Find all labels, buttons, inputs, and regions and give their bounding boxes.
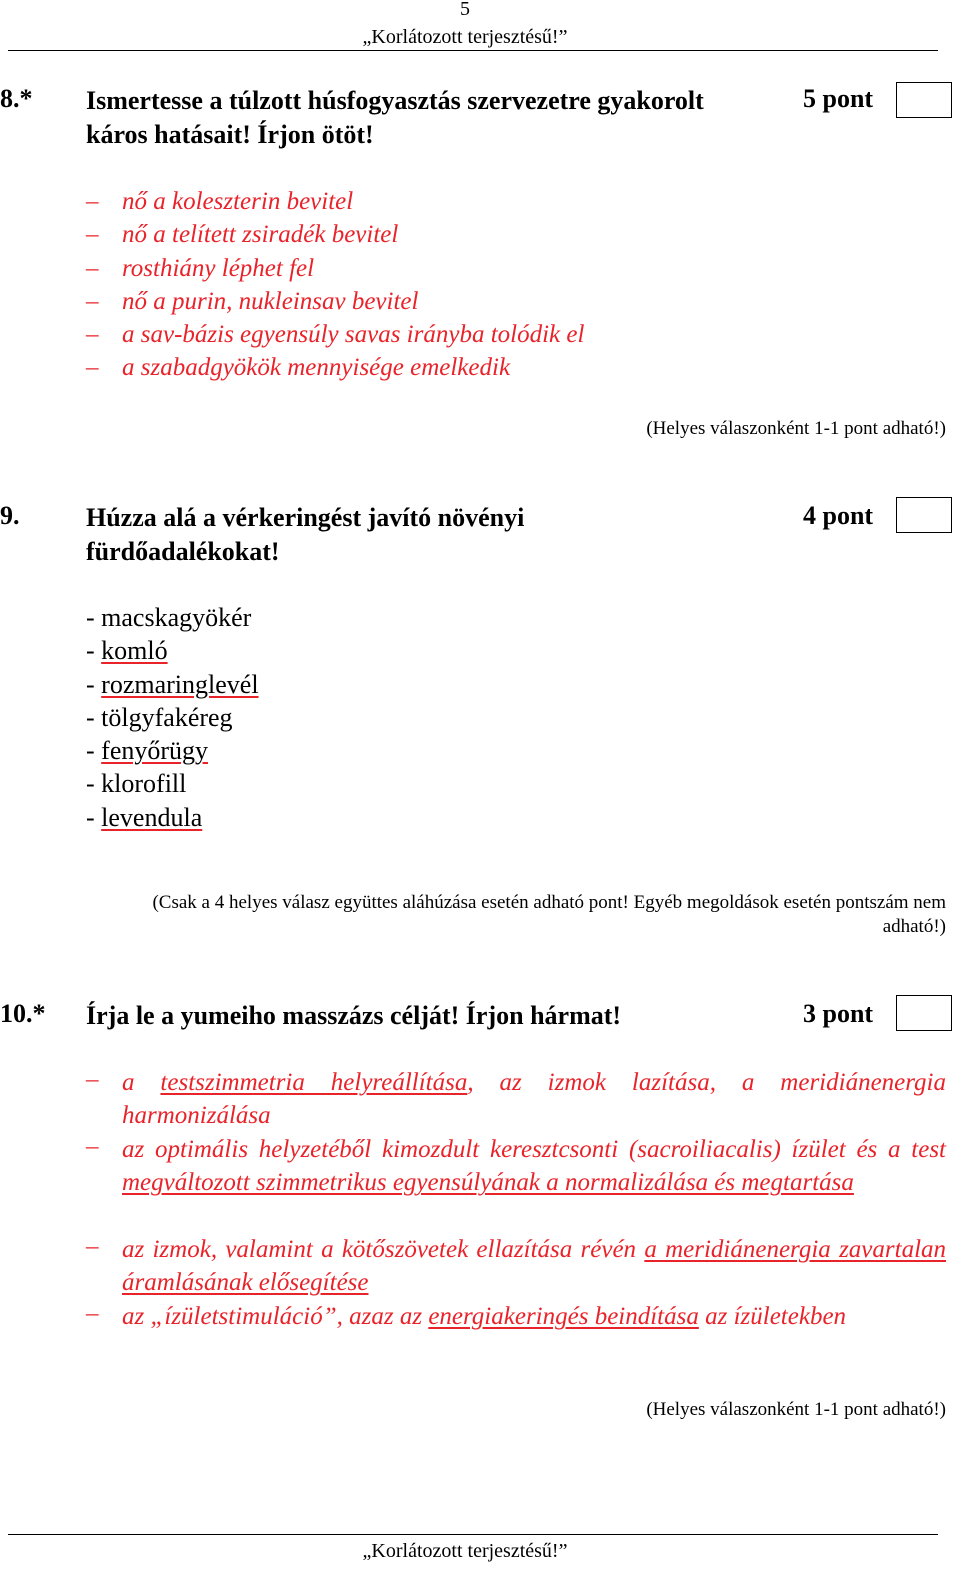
underlined-answer: rozmaringlevél	[101, 669, 259, 699]
q10-answer3-dash: –	[86, 1233, 99, 1260]
q10-number: 10.*	[0, 999, 46, 1028]
q9-scoring-note: (Csak a 4 helyes válasz együttes aláhúzása esetén adható pont! Egyéb megoldások esetén pontszám nem adható!)	[152, 892, 946, 937]
q9-number: 9.	[0, 501, 20, 530]
underlined-answer: komló	[101, 636, 168, 666]
q8-score-box[interactable]	[896, 82, 952, 118]
q10-answer3: az izmok, valamint a kötőszövetek ellazítása révén a meridiánenergia zavartalan áramlásának elősegítése	[122, 1236, 947, 1297]
list-item[interactable]: - tölgyfakéreg	[86, 702, 233, 732]
q10-answer4: az „ízületstimuláció”, azaz az energiakeringés beindítása az ízületekben	[122, 1303, 847, 1330]
page-footer: „Korlátozott terjesztésű!”	[362, 1540, 568, 1562]
q10-title: Írja le a yumeiho masszázs célját! Írjon hármat!	[86, 1001, 622, 1030]
q10-answer1: a testszimmetria helyreállítása, az izmok lazítása, a meridiánenergia harmonizálása	[122, 1069, 947, 1130]
q9-title	[86, 501, 524, 569]
q10-scoring-note: (Helyes válaszonként 1-1 pont adható!)	[646, 1399, 946, 1420]
underlined-answer: fenyőrügy	[101, 736, 209, 766]
list-item[interactable]: - levendula	[86, 802, 203, 832]
underlined-answer: levendula	[101, 802, 203, 832]
q8-title-line2: káros hatásait! Írjon ötöt!	[86, 120, 374, 149]
q10-answer2: az optimális helyzetéből kimozdult keresztcsonti (sacroiliacalis) ízület és a test megváltozott szimmetrikus egyensúlyának a normalizálása és megtartása	[122, 1136, 946, 1197]
list-item[interactable]: - macskagyökér	[86, 603, 252, 632]
q9-title-line2: fürdőadalékokat!	[86, 537, 280, 566]
underlined-answer: a meridiánenergia zavartalan áramlásának elősegítése	[122, 1236, 947, 1297]
q10-answer1-dash: –	[86, 1066, 99, 1093]
list-item[interactable]: - komló	[86, 636, 168, 666]
underlined-answer: testszimmetria helyreállítása	[160, 1069, 468, 1096]
page-number: 5	[460, 0, 470, 20]
q9-title-line1: Húzza alá a vérkeringést javító növényi	[86, 503, 525, 532]
q8-title	[86, 84, 704, 152]
underlined-answer: megváltozott szimmetrikus egyensúlyának a normalizálása és megtartása	[122, 1169, 854, 1197]
list-item[interactable]: - rozmaringlevél	[86, 669, 259, 699]
q10-points: 3 pont	[803, 999, 874, 1028]
q9-plant-list	[86, 601, 259, 834]
page-header: „Korlátozott terjesztésű!”	[362, 26, 568, 48]
q9-points: 4 pont	[803, 501, 874, 530]
q9-score-box[interactable]	[896, 497, 952, 533]
underlined-answer: energiakeringés beindítása	[428, 1303, 699, 1330]
q8-points: 5 pont	[803, 84, 874, 113]
list-item[interactable]: - klorofill	[86, 769, 187, 799]
footer-rule	[8, 1534, 938, 1535]
q8-number: 8.*	[0, 84, 33, 113]
q8-title-line1: Ismertesse a túlzott húsfogyasztás szervezetre gyakorolt	[86, 86, 704, 115]
list-item[interactable]: - fenyőrügy	[86, 736, 209, 766]
q8-scoring-note: (Helyes válaszonként 1-1 pont adható!)	[646, 418, 946, 439]
q10-score-box[interactable]	[896, 995, 952, 1031]
q10-answer2-dash: –	[86, 1133, 99, 1160]
q10-answer4-dash: –	[86, 1300, 99, 1327]
header-rule	[8, 50, 938, 51]
